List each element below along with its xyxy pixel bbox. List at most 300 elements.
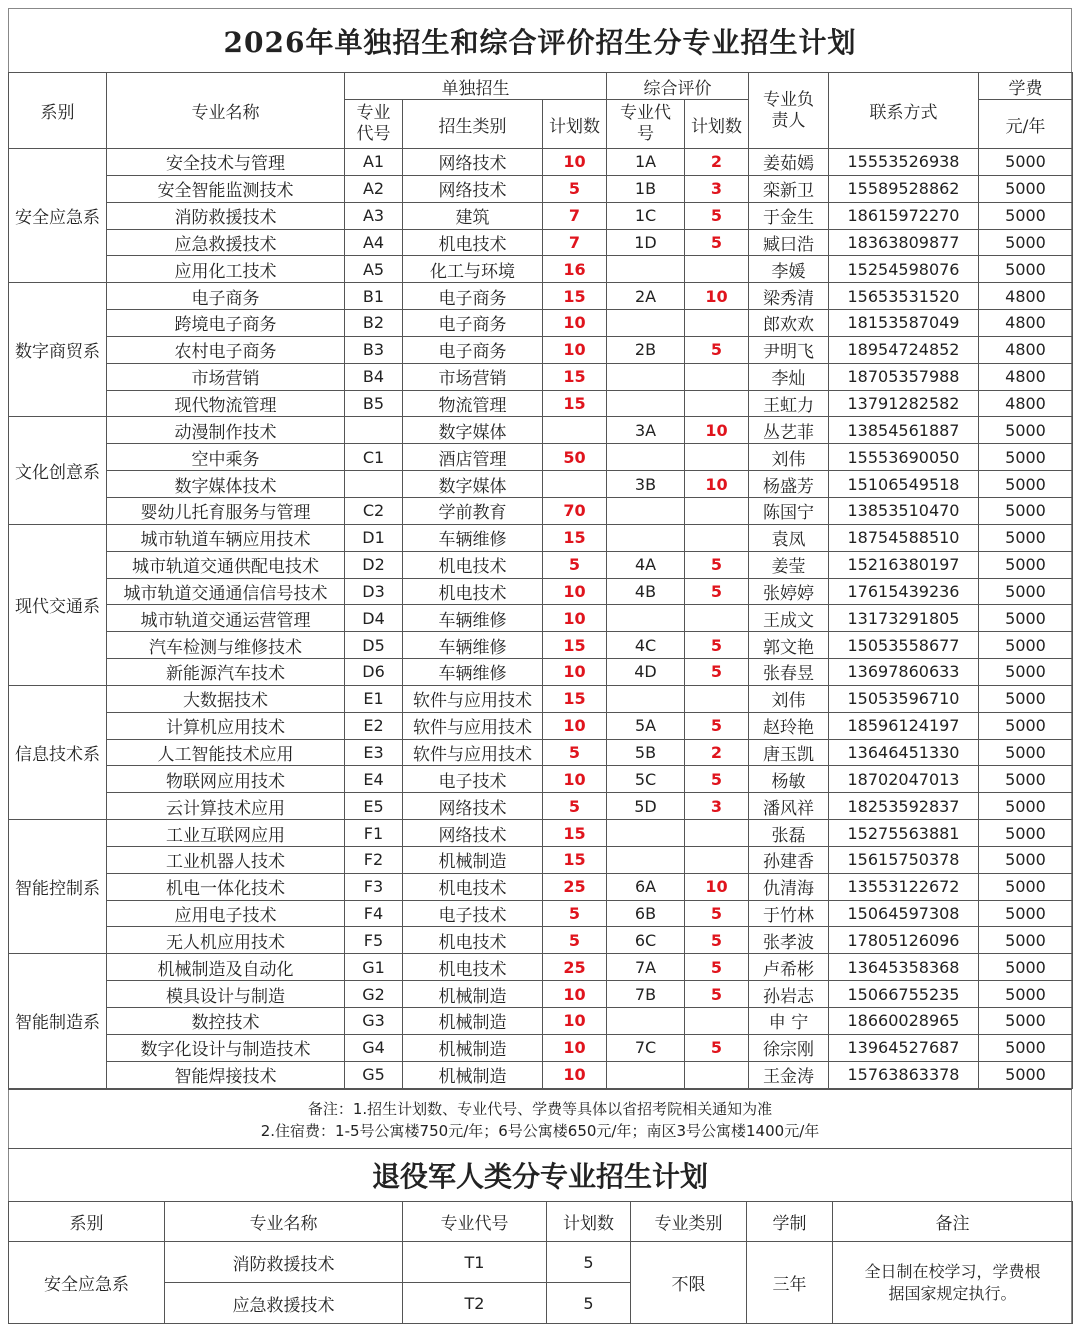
plan-count: 10 <box>543 712 607 739</box>
tuition-fee: 5000 <box>979 927 1073 954</box>
owner-name: 张孝波 <box>749 927 829 954</box>
owner-name: 于竹林 <box>749 900 829 927</box>
major-name: 城市轨道交通通信信号技术 <box>107 578 345 605</box>
major-code: D2 <box>345 551 403 578</box>
major-code: G3 <box>345 1008 403 1035</box>
header-single-plan: 计划数 <box>543 100 607 149</box>
comp-plan-count: 5 <box>685 336 749 363</box>
major-name: 消防救援技术 <box>107 202 345 229</box>
header-single-code: 专业代号 <box>345 100 403 149</box>
comp-code: 5D <box>607 793 685 820</box>
enroll-category: 软件与应用技术 <box>403 685 543 712</box>
plan-count: 10 <box>543 605 607 632</box>
tuition-fee: 5000 <box>979 202 1073 229</box>
plan-count: 15 <box>543 820 607 847</box>
contact-phone: 15106549518 <box>829 471 979 498</box>
comp-code: 6C <box>607 927 685 954</box>
comp-code: 4B <box>607 578 685 605</box>
tuition-fee: 5000 <box>979 175 1073 202</box>
enroll-category: 机电技术 <box>403 229 543 256</box>
major-code: A4 <box>345 229 403 256</box>
comp-plan-count: 3 <box>685 793 749 820</box>
major-code: E3 <box>345 739 403 766</box>
tuition-fee: 5000 <box>979 981 1073 1008</box>
owner-name: 李灿 <box>749 363 829 390</box>
major-name: 模具设计与制造 <box>107 981 345 1008</box>
contact-phone: 15763863378 <box>829 1061 979 1088</box>
contact-phone: 17615439236 <box>829 578 979 605</box>
contact-phone: 15653531520 <box>829 283 979 310</box>
plan-count: 7 <box>543 202 607 229</box>
comp-plan-count: 5 <box>685 981 749 1008</box>
contact-phone: 15615750378 <box>829 846 979 873</box>
enroll-category: 软件与应用技术 <box>403 712 543 739</box>
major-code: E2 <box>345 712 403 739</box>
comp-code <box>607 605 685 632</box>
enroll-category: 学前教育 <box>403 497 543 524</box>
tuition-fee: 5000 <box>979 578 1073 605</box>
comp-plan-count <box>685 1061 749 1088</box>
owner-name: 王成文 <box>749 605 829 632</box>
owner-name: 丛艺菲 <box>749 417 829 444</box>
plan-count: 25 <box>543 954 607 981</box>
major-name: 物联网应用技术 <box>107 766 345 793</box>
enrollment-plan-table <box>8 72 1073 1089</box>
comp-plan-count <box>685 444 749 471</box>
comp-plan-count: 3 <box>685 175 749 202</box>
notes <box>8 1089 1072 1149</box>
plan-count: 10 <box>543 578 607 605</box>
major-code: E5 <box>345 793 403 820</box>
owner-name: 郎欢欢 <box>749 310 829 337</box>
enroll-category: 电子技术 <box>403 766 543 793</box>
comp-code: 1D <box>607 229 685 256</box>
plan-count: 15 <box>543 632 607 659</box>
enroll-category: 网络技术 <box>403 820 543 847</box>
contact-phone: 13964527687 <box>829 1034 979 1061</box>
table-row <box>9 229 1073 256</box>
comp-code: 5C <box>607 766 685 793</box>
major-name: 市场营销 <box>107 363 345 390</box>
table-row <box>9 202 1073 229</box>
major-name: 电子商务 <box>107 283 345 310</box>
owner-name: 王虹力 <box>749 390 829 417</box>
owner-name: 刘伟 <box>749 685 829 712</box>
contact-phone: 15254598076 <box>829 256 979 283</box>
tuition-fee: 5000 <box>979 846 1073 873</box>
major-code: B5 <box>345 390 403 417</box>
table-row <box>9 1034 1073 1061</box>
department-name: 安全应急系 <box>9 149 107 283</box>
enroll-category: 酒店管理 <box>403 444 543 471</box>
enroll-category: 机电技术 <box>403 927 543 954</box>
plan-count: 5 <box>543 927 607 954</box>
comp-code: 3B <box>607 471 685 498</box>
major-name: 云计算技术应用 <box>107 793 345 820</box>
plan-count: 16 <box>543 256 607 283</box>
major-code: D4 <box>345 605 403 632</box>
enroll-category: 网络技术 <box>403 793 543 820</box>
tuition-fee: 5000 <box>979 820 1073 847</box>
comp-plan-count: 2 <box>685 739 749 766</box>
comp-plan-count: 5 <box>685 229 749 256</box>
comp-plan-count <box>685 390 749 417</box>
plan-count: 5 <box>543 175 607 202</box>
header-fee: 学费 <box>979 73 1073 100</box>
major-code <box>345 417 403 444</box>
enroll-category: 数字媒体 <box>403 471 543 498</box>
contact-phone: 18702047013 <box>829 766 979 793</box>
enroll-category: 电子商务 <box>403 310 543 337</box>
contact-phone: 18363809877 <box>829 229 979 256</box>
owner-name: 陈国宁 <box>749 497 829 524</box>
contact-phone: 13173291805 <box>829 605 979 632</box>
major-name: 机械制造及自动化 <box>107 954 345 981</box>
comp-plan-count <box>685 256 749 283</box>
contact-phone: 15053558677 <box>829 632 979 659</box>
contact-phone: 18954724852 <box>829 336 979 363</box>
owner-name: 徐宗刚 <box>749 1034 829 1061</box>
contact-phone: 13853510470 <box>829 497 979 524</box>
tuition-fee: 5000 <box>979 900 1073 927</box>
vet-header-code: 专业代号 <box>403 1202 547 1242</box>
enroll-category: 车辆维修 <box>403 659 543 686</box>
plan-count: 5 <box>543 900 607 927</box>
tuition-fee: 5000 <box>979 793 1073 820</box>
comp-code: 7A <box>607 954 685 981</box>
contact-phone: 17805126096 <box>829 927 979 954</box>
enroll-category: 市场营销 <box>403 363 543 390</box>
owner-name: 杨敏 <box>749 766 829 793</box>
comp-code: 4A <box>607 551 685 578</box>
owner-name: 刘伟 <box>749 444 829 471</box>
vet-plan: 5 <box>547 1242 631 1283</box>
major-name: 城市轨道交通供配电技术 <box>107 551 345 578</box>
enroll-category: 机械制造 <box>403 846 543 873</box>
tuition-fee: 5000 <box>979 766 1073 793</box>
table-row <box>9 551 1073 578</box>
vet-header-major: 专业名称 <box>165 1202 403 1242</box>
owner-name: 张婷婷 <box>749 578 829 605</box>
tuition-fee: 4800 <box>979 336 1073 363</box>
plan-count: 5 <box>543 793 607 820</box>
comp-plan-count <box>685 497 749 524</box>
enroll-category: 建筑 <box>403 202 543 229</box>
table-row <box>9 739 1073 766</box>
vet-header-category: 专业类别 <box>631 1202 747 1242</box>
plan-count: 15 <box>543 524 607 551</box>
major-code: G2 <box>345 981 403 1008</box>
plan-count: 5 <box>543 739 607 766</box>
major-code: F3 <box>345 873 403 900</box>
comp-plan-count: 5 <box>685 551 749 578</box>
comp-plan-count <box>685 605 749 632</box>
major-name: 应用电子技术 <box>107 900 345 927</box>
tuition-fee: 4800 <box>979 283 1073 310</box>
tuition-fee: 5000 <box>979 149 1073 176</box>
major-code: D6 <box>345 659 403 686</box>
table-row <box>9 900 1073 927</box>
tuition-fee: 5000 <box>979 471 1073 498</box>
contact-phone: 13553122672 <box>829 873 979 900</box>
tuition-fee: 5000 <box>979 1061 1073 1088</box>
comp-plan-count: 5 <box>685 712 749 739</box>
comp-code: 6B <box>607 900 685 927</box>
enroll-category: 网络技术 <box>403 175 543 202</box>
major-name: 大数据技术 <box>107 685 345 712</box>
major-name: 动漫制作技术 <box>107 417 345 444</box>
major-code: A1 <box>345 149 403 176</box>
enroll-category: 网络技术 <box>403 149 543 176</box>
major-name: 应急救援技术 <box>107 229 345 256</box>
comp-plan-count: 10 <box>685 283 749 310</box>
comp-code <box>607 820 685 847</box>
comp-code: 2A <box>607 283 685 310</box>
tuition-fee: 5000 <box>979 551 1073 578</box>
major-code: B2 <box>345 310 403 337</box>
owner-name: 仇清海 <box>749 873 829 900</box>
contact-phone: 18153587049 <box>829 310 979 337</box>
tuition-fee: 5000 <box>979 659 1073 686</box>
enroll-category: 机电技术 <box>403 551 543 578</box>
major-code: F2 <box>345 846 403 873</box>
header-comp-code: 专业代号 <box>607 100 685 149</box>
major-code: D3 <box>345 578 403 605</box>
enroll-category: 车辆维修 <box>403 605 543 632</box>
plan-count: 7 <box>543 229 607 256</box>
owner-name: 姜莹 <box>749 551 829 578</box>
plan-count: 10 <box>543 310 607 337</box>
department-name: 数字商贸系 <box>9 283 107 417</box>
enroll-category: 机械制造 <box>403 1008 543 1035</box>
major-code: B3 <box>345 336 403 363</box>
comp-code <box>607 444 685 471</box>
enroll-category: 机械制造 <box>403 981 543 1008</box>
enroll-category: 软件与应用技术 <box>403 739 543 766</box>
contact-phone: 18660028965 <box>829 1008 979 1035</box>
comp-plan-count <box>685 685 749 712</box>
contact-phone: 13646451330 <box>829 739 979 766</box>
contact-phone: 15553526938 <box>829 149 979 176</box>
vet-plan: 5 <box>547 1283 631 1324</box>
major-code <box>345 471 403 498</box>
comp-plan-count: 5 <box>685 632 749 659</box>
comp-plan-count: 5 <box>685 927 749 954</box>
major-name: 跨境电子商务 <box>107 310 345 337</box>
major-name: 智能焊接技术 <box>107 1061 345 1088</box>
owner-name: 袁凤 <box>749 524 829 551</box>
contact-phone: 13791282582 <box>829 390 979 417</box>
comp-plan-count <box>685 1008 749 1035</box>
major-name: 城市轨道车辆应用技术 <box>107 524 345 551</box>
enroll-category: 车辆维修 <box>403 524 543 551</box>
major-code: B4 <box>345 363 403 390</box>
major-name: 工业机器人技术 <box>107 846 345 873</box>
comp-code: 4D <box>607 659 685 686</box>
table-row <box>9 524 1073 551</box>
comp-plan-count: 5 <box>685 766 749 793</box>
major-code: F5 <box>345 927 403 954</box>
contact-phone: 18596124197 <box>829 712 979 739</box>
vet-remark: 全日制在校学习，学费根据国家规定执行。 <box>833 1242 1073 1324</box>
major-name: 数控技术 <box>107 1008 345 1035</box>
plan-count: 25 <box>543 873 607 900</box>
table-row <box>9 793 1073 820</box>
comp-plan-count: 5 <box>685 202 749 229</box>
department-name: 信息技术系 <box>9 685 107 819</box>
major-name: 机电一体化技术 <box>107 873 345 900</box>
owner-name: 于金生 <box>749 202 829 229</box>
plan-count: 15 <box>543 846 607 873</box>
comp-plan-count <box>685 524 749 551</box>
table-row <box>9 175 1073 202</box>
plan-count <box>543 471 607 498</box>
major-code: A5 <box>345 256 403 283</box>
plan-count: 50 <box>543 444 607 471</box>
major-code: C1 <box>345 444 403 471</box>
tuition-fee: 5000 <box>979 524 1073 551</box>
owner-name: 卢希彬 <box>749 954 829 981</box>
header-major: 专业名称 <box>107 73 345 149</box>
comp-plan-count: 10 <box>685 471 749 498</box>
plan-count: 10 <box>543 1034 607 1061</box>
table-row <box>9 417 1073 444</box>
header-fee-unit: 元/年 <box>979 100 1073 149</box>
owner-name: 臧曰浩 <box>749 229 829 256</box>
header-comprehensive: 综合评价 <box>607 73 749 100</box>
contact-phone: 13645358368 <box>829 954 979 981</box>
plan-count: 10 <box>543 981 607 1008</box>
comp-code: 3A <box>607 417 685 444</box>
owner-name: 张磊 <box>749 820 829 847</box>
major-code: E4 <box>345 766 403 793</box>
table-row <box>9 283 1073 310</box>
major-code: C2 <box>345 497 403 524</box>
table-row <box>9 820 1073 847</box>
comp-code <box>607 256 685 283</box>
table-row <box>9 981 1073 1008</box>
comp-code: 6A <box>607 873 685 900</box>
contact-phone: 13854561887 <box>829 417 979 444</box>
enroll-category: 机械制造 <box>403 1034 543 1061</box>
table-row <box>9 954 1073 981</box>
table-row <box>9 766 1073 793</box>
tuition-fee: 5000 <box>979 229 1073 256</box>
major-name: 汽车检测与维修技术 <box>107 632 345 659</box>
table-row <box>9 1008 1073 1035</box>
major-code: G5 <box>345 1061 403 1088</box>
comp-code <box>607 497 685 524</box>
comp-plan-count: 2 <box>685 149 749 176</box>
page-title: 2026年单独招生和综合评价招生分专业招生计划 <box>223 26 857 59</box>
major-code: A3 <box>345 202 403 229</box>
comp-plan-count <box>685 846 749 873</box>
major-code: D5 <box>345 632 403 659</box>
tuition-fee: 5000 <box>979 685 1073 712</box>
comp-code: 4C <box>607 632 685 659</box>
enroll-category: 数字媒体 <box>403 417 543 444</box>
owner-name: 孙建香 <box>749 846 829 873</box>
comp-code: 1C <box>607 202 685 229</box>
vet-major: 消防救援技术 <box>165 1242 403 1283</box>
major-name: 无人机应用技术 <box>107 927 345 954</box>
enroll-category: 电子商务 <box>403 336 543 363</box>
tuition-fee: 5000 <box>979 256 1073 283</box>
vet-code: T2 <box>403 1283 547 1324</box>
vet-code: T1 <box>403 1242 547 1283</box>
header-owner: 专业负责人 <box>749 73 829 149</box>
tuition-fee: 5000 <box>979 1008 1073 1035</box>
comp-plan-count: 10 <box>685 873 749 900</box>
plan-count: 10 <box>543 1061 607 1088</box>
tuition-fee: 5000 <box>979 712 1073 739</box>
owner-name: 赵玲艳 <box>749 712 829 739</box>
plan-count: 15 <box>543 390 607 417</box>
plan-count: 10 <box>543 766 607 793</box>
owner-name: 尹明飞 <box>749 336 829 363</box>
comp-code: 2B <box>607 336 685 363</box>
comp-code: 7C <box>607 1034 685 1061</box>
enroll-category: 物流管理 <box>403 390 543 417</box>
comp-plan-count: 5 <box>685 659 749 686</box>
table-row <box>9 846 1073 873</box>
comp-plan-count <box>685 363 749 390</box>
notes-line-2: 2.住宿费：1-5号公寓楼750元/年；6号公寓楼650元/年；南区3号公寓楼1400元/年 <box>260 1122 820 1140</box>
contact-phone: 15275563881 <box>829 820 979 847</box>
contact-phone: 15053596710 <box>829 685 979 712</box>
table-row <box>9 1061 1073 1088</box>
table-row <box>9 712 1073 739</box>
table-row <box>9 685 1073 712</box>
owner-name: 李媛 <box>749 256 829 283</box>
major-name: 新能源汽车技术 <box>107 659 345 686</box>
table-row <box>9 256 1073 283</box>
tuition-fee: 5000 <box>979 497 1073 524</box>
major-name: 安全技术与管理 <box>107 149 345 176</box>
comp-code <box>607 310 685 337</box>
owner-name: 孙岩志 <box>749 981 829 1008</box>
header-single: 单独招生 <box>345 73 607 100</box>
comp-code <box>607 1008 685 1035</box>
table-row <box>9 471 1073 498</box>
header-single-category: 招生类别 <box>403 100 543 149</box>
plan-count: 10 <box>543 1008 607 1035</box>
contact-phone: 15064597308 <box>829 900 979 927</box>
owner-name: 栾新卫 <box>749 175 829 202</box>
major-code: G4 <box>345 1034 403 1061</box>
table-row <box>9 444 1073 471</box>
contact-phone: 15589528862 <box>829 175 979 202</box>
veteran-plan-table <box>8 1201 1073 1324</box>
comp-code <box>607 524 685 551</box>
comp-plan-count: 5 <box>685 1034 749 1061</box>
comp-plan-count: 10 <box>685 417 749 444</box>
major-name: 安全智能监测技术 <box>107 175 345 202</box>
tuition-fee: 5000 <box>979 632 1073 659</box>
tuition-fee: 5000 <box>979 605 1073 632</box>
comp-code <box>607 390 685 417</box>
comp-plan-count: 5 <box>685 578 749 605</box>
table-row <box>9 390 1073 417</box>
comp-code <box>607 846 685 873</box>
enroll-category: 机械制造 <box>403 1061 543 1088</box>
tuition-fee: 5000 <box>979 954 1073 981</box>
table-row <box>9 497 1073 524</box>
department-name: 文化创意系 <box>9 417 107 524</box>
department-name: 智能制造系 <box>9 954 107 1088</box>
plan-count: 15 <box>543 283 607 310</box>
plan-count: 15 <box>543 363 607 390</box>
